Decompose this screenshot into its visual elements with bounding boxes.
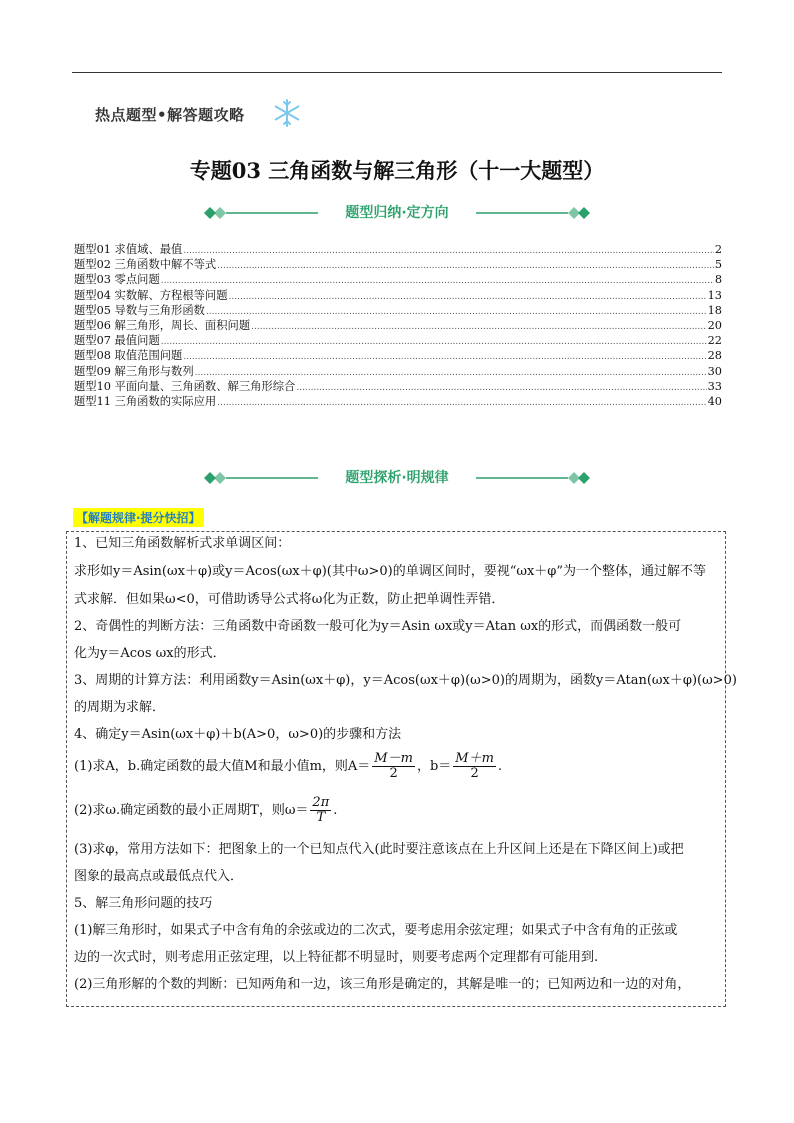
fraction-denominator: 2 bbox=[389, 766, 398, 781]
toc-row[interactable] bbox=[74, 394, 722, 409]
toc-page-number: 5 bbox=[714, 258, 722, 272]
tip-line: 5、解三角形问题的技巧 bbox=[74, 896, 213, 911]
toc-page-number: 13 bbox=[707, 288, 722, 302]
toc-page-number: 22 bbox=[707, 334, 722, 348]
tip-line: 4、确定y＝Asin(ωx＋φ)＋b(A>0，ω>0)的步骤和方法 bbox=[74, 727, 402, 742]
toc-label: 题型09 解三角形与数列 bbox=[74, 364, 194, 378]
toc-leader-dots bbox=[183, 244, 713, 259]
toc-row[interactable] bbox=[74, 333, 722, 348]
toc-leader-dots bbox=[206, 305, 707, 320]
fraction bbox=[453, 752, 496, 781]
fraction-numerator: M＋m bbox=[455, 751, 494, 766]
page-title: 专题03 三角函数与解三角形（十一大题型） bbox=[189, 158, 605, 183]
toc-page-number: 8 bbox=[714, 273, 722, 287]
toc-leader-dots bbox=[217, 396, 706, 411]
top-rule bbox=[72, 72, 722, 73]
tip-line: 化为y＝Acos ωx的形式． bbox=[74, 646, 226, 661]
toc-page-number: 30 bbox=[707, 364, 722, 378]
toc-label: 题型01 求值域、最值 bbox=[74, 243, 183, 256]
toc-label: 题型07 最值问题 bbox=[74, 334, 160, 348]
tip-line: 式求解．但如果ω<0，可借助诱导公式将ω化为正数，防止把单调性弄错． bbox=[74, 592, 505, 607]
toc-row[interactable] bbox=[74, 288, 722, 303]
toc-row[interactable] bbox=[74, 272, 722, 287]
fraction-numerator: 2π bbox=[312, 795, 330, 810]
toc-label: 题型10 平面向量、三角函数、解三角形综合 bbox=[74, 379, 296, 393]
toc-label: 题型03 零点问题 bbox=[74, 273, 160, 287]
tip-line: 3、周期的计算方法：利用函数y＝Asin(ωx＋φ)，y＝Acos(ωx＋φ)(ω>0)的周期为，函数y＝Atan(ωx＋φ)(ω>0) bbox=[74, 673, 737, 688]
banner-title: 题型探析·明规律 bbox=[345, 470, 449, 486]
toc-leader-dots bbox=[251, 320, 707, 335]
toc-label: 题型02 三角函数中解不等式 bbox=[74, 258, 217, 272]
fraction-denominator: T bbox=[316, 810, 326, 825]
fraction-numerator: M－m bbox=[374, 751, 413, 766]
toc-page-number: 20 bbox=[707, 318, 722, 332]
toc-leader-dots bbox=[161, 274, 714, 289]
tips-label: 【解题规律·提分快招】 bbox=[73, 508, 204, 527]
tip-line: (3)求φ，常用方法如下：把图象上的一个已知点代入(此时要注意该点在上升区间上还是在下降区间上)或把 bbox=[74, 842, 684, 857]
toc-page-number: 18 bbox=[707, 303, 722, 317]
tip-line: 求形如y＝Asin(ωx＋φ)或y＝Acos(ωx＋φ)(其中ω>0)的单调区间时，要视“ωx＋φ”为一个整体，通过解不等 bbox=[74, 564, 707, 579]
toc-row[interactable] bbox=[74, 348, 722, 363]
toc-row[interactable] bbox=[74, 379, 722, 394]
toc-page-number: 28 bbox=[707, 349, 722, 363]
table-of-contents bbox=[74, 242, 722, 409]
tip-text: (1)求A，b.确定函数的最大值M和最小值m，则A＝ bbox=[74, 759, 371, 774]
toc-page-number: 2 bbox=[714, 243, 722, 256]
toc-leader-dots bbox=[296, 381, 706, 396]
tip-line: 边的一次式时，则考虑用正弦定理，以上特征都不明显时，则要考虑两个定理都有可能用到. bbox=[74, 950, 599, 965]
section-banner-analysis bbox=[200, 468, 594, 488]
fraction-denominator: 2 bbox=[470, 766, 479, 781]
toc-page-number: 33 bbox=[707, 379, 722, 393]
tip-line: 2、奇偶性的判断方法：三角函数中奇函数一般可化为y＝Asin ωx或y＝Atan ωx的形式，而偶函数一般可 bbox=[74, 619, 682, 634]
tip-line-formula-ab bbox=[74, 752, 502, 781]
tip-line: (2)三角形解的个数的判断：已知两角和一边，该三角形是确定的，其解是唯一的；已知两边和一边的对角， bbox=[74, 977, 691, 992]
fraction bbox=[372, 752, 415, 781]
toc-row[interactable] bbox=[74, 364, 722, 379]
tip-line: 图象的最高点或最低点代入． bbox=[74, 869, 244, 884]
tip-text: . bbox=[333, 803, 338, 818]
toc-row[interactable] bbox=[74, 318, 722, 333]
snowflake-icon bbox=[272, 98, 302, 128]
tip-line: 1、已知三角函数解析式求单调区间： bbox=[74, 536, 291, 551]
toc-label: 题型06 解三角形，周长、面积问题 bbox=[74, 318, 251, 332]
toc-row[interactable] bbox=[74, 303, 722, 318]
tip-line: (1)解三角形时，如果式子中含有角的余弦或边的二次式，要考虑用余弦定理；如果式子中含有角的正弦或 bbox=[74, 923, 678, 938]
toc-leader-dots bbox=[217, 259, 714, 274]
toc-row[interactable] bbox=[74, 257, 722, 272]
toc-page-number: 40 bbox=[707, 394, 722, 408]
toc-leader-dots bbox=[161, 335, 707, 350]
section-banner-overview bbox=[200, 203, 594, 223]
toc-label: 题型11 三角函数的实际应用 bbox=[74, 394, 217, 408]
toc-row[interactable] bbox=[74, 242, 722, 257]
toc-label: 题型08 取值范围问题 bbox=[74, 349, 183, 363]
toc-leader-dots bbox=[229, 290, 707, 305]
hot-topic-tag: 热点题型•解答题攻略 bbox=[95, 106, 245, 124]
tip-line-formula-omega bbox=[74, 796, 337, 825]
toc-label: 题型04 实数解、方程根等问题 bbox=[74, 288, 228, 302]
banner-title: 题型归纳·定方向 bbox=[345, 205, 449, 221]
tip-text: ，b＝ bbox=[416, 759, 452, 774]
tip-text: (2)求ω.确定函数的最小正周期T，则ω＝ bbox=[74, 803, 309, 818]
fraction bbox=[310, 796, 331, 825]
toc-leader-dots bbox=[183, 350, 706, 365]
toc-label: 题型05 导数与三角形函数 bbox=[74, 303, 205, 317]
tip-text: . bbox=[497, 759, 503, 774]
tip-line: 的周期为求解． bbox=[74, 700, 166, 715]
